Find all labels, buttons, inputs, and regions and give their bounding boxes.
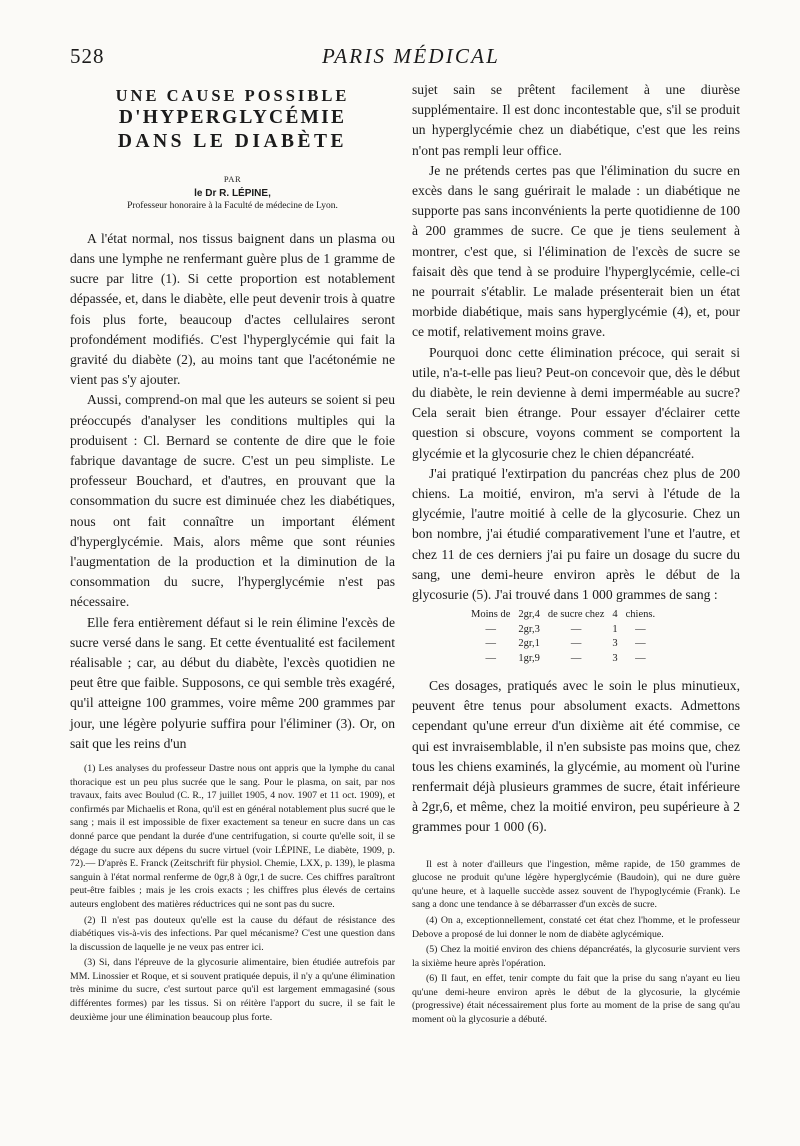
footnote: Il est à noter d'ailleurs que l'ingestion, même rapide, de 150 grammes de glucose ne produit qu'une légère hyperglycémie (Baudoin), qui ne dure guère qu'une heure, et à laquelle succède assez souvent de l'hypoglycémie (Frank). Le sang a donc une tendance à se débarrasser d'un excès de sucre.	[412, 858, 740, 911]
table-cell: chiens.	[625, 609, 656, 621]
paragraph: A l'état normal, nos tissus baignent dans un plasma ou dans une lymphe ne renfermant guère plus de 1 gramme de sucre par litre (1). Si cette proportion est notablement dépassée, et, dans le diabète, elle peut devenir trois à quatre fois plus forte, beaucoup d'actes cellulaires seront profondément modifiés. C'est l'hyperglycémie qui fait la gravité du diabète (2), au moins tant que l'acétonémie ne vient pas s'y ajouter.	[70, 230, 395, 388]
table-cell: 1gr,9	[518, 652, 540, 664]
table-cell: 3	[612, 652, 618, 664]
paragraph: sujet sain se prêtent facilement à une diurèse supplémentaire. Il est donc incontestable que, s'il se produit un hyperglycémie chez un diabétique, c'est que les reins n'ont pas rempli leur office.	[412, 82, 740, 158]
table-cell: —	[570, 638, 582, 650]
paragraph: Elle fera entièrement défaut si le rein élimine l'excès de sucre versé dans le sang. Et cette éventualité est facilement réalisable ; car, au début du diabète, l'excès quotidien ne peut être que faible. Supposons, ce qui semble très exagéré, qu'il atteigne 100 grammes, voire même 200 grammes par jour, une légère polyurie suffira pour l'éliminer (3). Or, on sait que les reins d'un	[70, 614, 395, 751]
page-number: 528	[70, 44, 105, 68]
left-footnotes	[70, 762, 395, 1024]
paragraph: Ces dosages, pratiqués avec le soin le plus minutieux, peuvent être tenus pour absolument exacts. Admettons cependant qu'une erreur d'un dixième ait été commise, ce qui est invraisemblable, il n'en subsiste pas moins que, chez tous les chiens examinés, la glycémie, au moment où l'urine renfermait déjà plusieurs grammes de sucre, était inférieure à 2gr,6, et même, chez la moitié environ, peu supérieure à 2 grammes pour 1 000 (6).	[412, 677, 740, 835]
table-row	[467, 637, 659, 651]
paragraph: Je ne prétends certes pas que l'élimination du sucre en excès dans le sang guérirait le malade : un diabétique ne supporte pas sans inconvénients la perte quotidienne de 100 à 200 grammes de sucre. Ce que je tiens seulement à montrer, c'est que, si l'élimination de l'excès de sucre se faisait dès que tend à se produire l'hyperglycémie, celle-ci ne pourrait s'établir. Le malade présenterait bien un état morbide diabétique, mais sans hyperglycémie (4), et, pour ce motif, relativement moins grave.	[412, 162, 740, 340]
table-cell: 1	[612, 623, 618, 635]
affiliation: Professeur honoraire à la Faculté de médecine de Lyon.	[127, 200, 338, 211]
table-cell: —	[485, 652, 496, 664]
table-row	[467, 608, 659, 622]
left-column	[70, 80, 395, 1026]
table-cell: —	[485, 623, 496, 635]
table-cell: —	[570, 623, 582, 635]
running-head: PARIS MÉDICAL	[321, 44, 501, 68]
table-row	[467, 623, 659, 637]
article-title	[70, 86, 395, 154]
left-body	[70, 229, 395, 754]
table-cell: 2gr,3	[518, 623, 540, 635]
paragraph: J'ai pratiqué l'extirpation du pancréas chez plus de 200 chiens. La moitié, environ, m'a servi à l'étude de la glycémie, l'autre moitié à celle de la glycosurie. Chez un bon nombre, j'ai étudié comparativement l'une et l'autre, et chez 11 de ces derniers j'ai pu faire un dosage du sucre du sang, une demi-heure environ après le début de la glycosurie (5). J'ai trouvé dans 1 000 grammes de sang :	[412, 465, 740, 603]
table-cell: Moins de	[471, 609, 511, 621]
author: le Dr R. LÉPINE,	[194, 187, 271, 199]
table-cell: 4	[612, 609, 618, 621]
footnote: (5) Chez la moitié environ des chiens dépancréatés, la glycosurie survient vers la sixième heure après l'opération.	[412, 944, 740, 969]
paragraph: Aussi, comprend-on mal que les auteurs se soient si peu préoccupés d'analyser les conditions multiples qui la produisent : Cl. Bernard se contente de dire que le foie fabrique davantage de sucre. C'est un peu simpliste. Le professeur Bouchard, et d'autres, en prouvant que la consommation du sucre est diminuée chez les diabétiques, nous ont fait connaître un important élément d'hyperglycémie. Mais, alors même que sont réunies l'augmentation de la production et la diminution de la consommation du sucre, l'hyperglycémie n'est pas nécessaire.	[70, 392, 395, 610]
right-body-after-table	[412, 676, 740, 838]
table-cell: —	[485, 638, 496, 650]
footnote: (1) Les analyses du professeur Dastre nous ont appris que la lymphe du canal thoracique est un peu plus sucrée que le sang. Pour le plasma, on sait, par nos travaux, faits avec Boulud (C. R., 17 juillet 1905, 4 nov. 1907 et 11 oct. 1909), et confirmés par Michaelis et Rona, qu'il est en général notablement plus sucré que le sang ; mais il est impossible de fixer exactement sa teneur en sucre dans un cas donné parce que pendant la durée d'une centrifugation, si courte qu'elle soit, il se dégage du sucre aux dépens du sucre virtuel (voir LÉPINE, Le diabète, 1909, p. 72).— D'après E. Franck (Zeitschrift für physiol. Chemie, LXX, p. 139), le plasma sanguin à l'état normal renferme de 0gr,8 à 0gr,1 de sucre. Ces chiffres paraîtront peut-être faibles ; mais je les crois exacts ; les chiffres plus élevés de certains auteurs englobent des matières réductrices qui ne sont pas du sucre.	[70, 762, 395, 910]
right-column	[412, 80, 740, 1029]
table-row	[467, 652, 659, 666]
right-body	[412, 80, 740, 605]
footnote: (3) Si, dans l'épreuve de la glycosurie alimentaire, bien étudiée autrefois par MM. Linossier et Roque, et si souvent pratiquée depuis, il n'y a qu'une élimination très minime du sucre, c'est surtout parce qu'il est largement emmagasiné (sous différentes formes) par les tissus. Si on réitère l'apport du sucre, il se fait le deuxième jour une élimination beaucoup plus forte.	[70, 957, 395, 1023]
table-cell: —	[635, 623, 646, 635]
table-cell: —	[570, 652, 582, 664]
table-cell: 3	[612, 638, 618, 650]
footnote: (2) Il n'est pas douteux qu'elle est la cause du défaut de résistance des diabétiques vis-à-vis des infections. Par quel mécanisme? C'est une question dans la discussion de laquelle je ne veux pas entrer ici.	[70, 914, 395, 953]
table-cell: —	[635, 638, 646, 650]
paragraph: Pourquoi donc cette élimination précoce, qui serait si utile, n'a-t-elle pas lieu? Peut-on concevoir que, dès le début du diabète, le rein devienne à demi imperméable au sucre? Cela serait bien étrange. Pour essayer d'éclairer cette question si obscure, voyons comment se comportent la glycémie et la glycosurie chez le chien dépancréaté.	[412, 344, 740, 461]
title-line-2: D'HYPERGLYCÉMIE	[118, 107, 347, 129]
table-cell: 2gr,1	[518, 638, 540, 650]
byline-par: PAR	[223, 173, 242, 184]
footnote: (4) On a, exceptionnellement, constaté cet état chez l'homme, et le professeur Debove a proposé de lui donner le nom de diabète aglycémique.	[412, 914, 740, 940]
title-line-1: UNE CAUSE POSSIBLE	[115, 86, 350, 105]
title-line-3: DANS LE DIABÈTE	[117, 130, 348, 152]
right-footnotes	[412, 858, 740, 1027]
table-cell: de sucre chez	[547, 609, 605, 621]
table-cell: 2gr,4	[518, 609, 540, 621]
table-cell: —	[635, 652, 646, 664]
dosage-table	[467, 608, 659, 666]
footnote: (6) Il faut, en effet, tenir compte du fait que la prise du sang n'ayant eu lieu qu'une demi-heure environ après le début de la glycosurie, la glycémie (progressive) était nécessairement plus forte au moment de la prise de sang qu'au moment où la glycosurie a débuté.	[412, 973, 740, 1026]
